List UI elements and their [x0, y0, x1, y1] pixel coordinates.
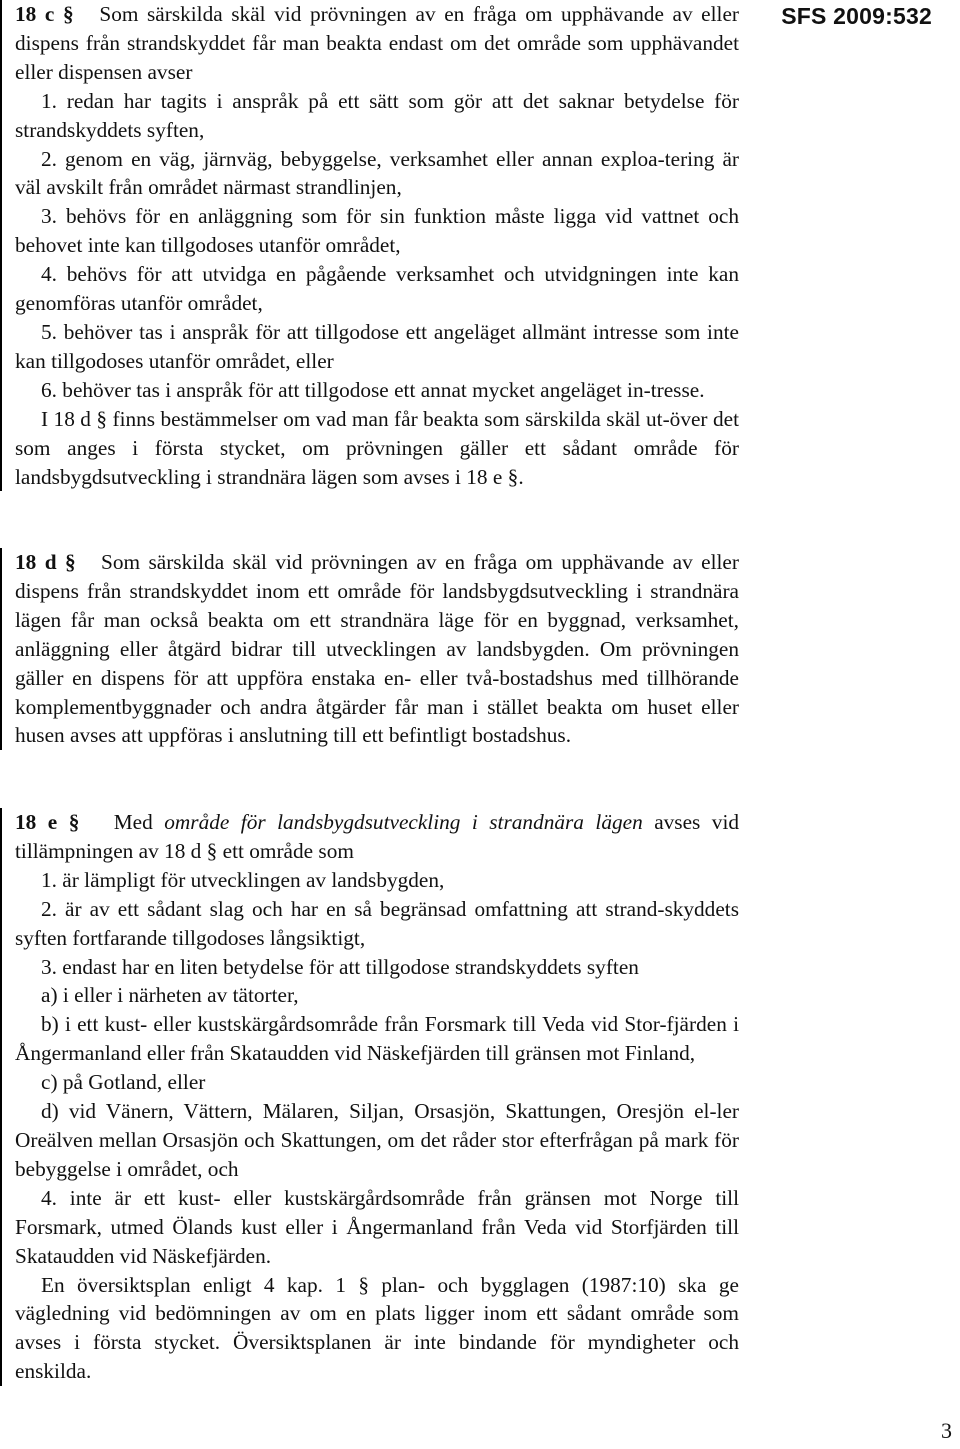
section-18d-text — [2, 548, 739, 750]
sub-list-item: c) på Gotland, eller — [41, 1070, 206, 1095]
section-sign: § — [62, 2, 74, 26]
list-item: 3. behövs för en anläggning som för sin funktion måste ligga vid vattnet och behovet inte kan tillgodoses utanför området, — [15, 204, 739, 258]
sub-list-item: a) i eller i närheten av tätorter, — [41, 983, 299, 1008]
list-item: 2. genom en väg, järnväg, bebyggelse, verksamhet eller annan exploa-tering är väl avskilt från området närmast strandlinjen, — [15, 146, 739, 200]
section-18d — [0, 548, 747, 750]
section-sign: § — [65, 550, 76, 574]
page-number: 3 — [941, 1418, 952, 1443]
paragraph-text: Med — [113, 810, 153, 834]
section-number: 18 d — [15, 550, 57, 574]
paragraph-text: avses vid tillämpningen av 18 d § ett område som — [15, 810, 740, 863]
list-item: 1. är lämpligt för utvecklingen av landsbygden, — [41, 867, 445, 892]
section-sign: § — [68, 810, 80, 834]
list-item: 1. redan har tagits i anspråk på ett sätt som gör att det saknar betydelse för strandskyddets syften, — [15, 88, 739, 142]
section-18e-intro — [2, 808, 739, 866]
paragraph-text: Som särskilda skäl vid prövningen av en fråga om upphävande av eller dispens från strandskyddet inom ett område för landsbygdsutveckling i strandnära lägen får man också beakta om ett strandnära läge för en byggnad, verksamhet, anläggning eller åtgärd bidrar till utvecklingen av landsbygden. Om prövningen gäller en dispens för att uppföra enstaka en- eller två-bostadshus med tillhörande komplementbyggnader och andra åtgärder får man i stället beakta om huset eller husen avses att uppföras i anslutning till ett befintligt bostadshus. — [15, 550, 739, 748]
document-reference: SFS 2009:532 — [781, 3, 932, 29]
list-item: 3. endast har en liten betydelse för att tillgodose strandskyddets syften — [41, 954, 639, 979]
section-number: 18 c — [15, 2, 55, 26]
list-item: 4. inte är ett kust- eller kustskärgårdsområde från gränsen mot Norge till Forsmark, utmed Ölands kust eller i Ångermanland från Veda vid Storfjärden till Skataudden vid Näskefjärden. — [15, 1185, 739, 1268]
section-18c-intro — [2, 0, 739, 87]
list-item: 6. behöver tas i anspråk för att tillgodose ett annat mycket angeläget in-tresse. — [41, 377, 705, 402]
section-number: 18 e — [15, 810, 58, 834]
list-item: 4. behövs för att utvidga en pågående verksamhet och utvidgningen inte kan genomföras utanför området, — [15, 262, 739, 316]
paragraph: I 18 d § finns bestämmelser om vad man får beakta som särskilda skäl ut-över det som anges i första stycket, om prövningen gäller ett sådant område för landsbygdsutveckling i strandnära lägen som avses i 18 e §. — [15, 406, 739, 489]
section-18e — [0, 808, 747, 1386]
list-item: 5. behöver tas i anspråk för att tillgodose ett angeläget allmänt intresse som inte kan tillgodoses utanför området, eller — [15, 319, 739, 373]
paragraph: En översiktsplan enligt 4 kap. 1 § plan- och bygglagen (1987:10) ska ge vägledning vid bedömningen av om en plats ligger inom ett sådant område som avses i första stycket. Översiktsplanen är inte bindande för myndigheter och enskilda. — [15, 1272, 739, 1384]
defined-term: område för landsbygdsutveckling i strandnära lägen — [164, 810, 643, 834]
sub-list-item: b) i ett kust- eller kustskärgårdsområde från Forsmark till Veda vid Stor-fjärden i Ångermanland eller från Skataudden vid Näskefjärden till gränsen mot Finland, — [15, 1012, 739, 1066]
section-18c — [0, 0, 747, 491]
sub-list-item: d) vid Vänern, Vättern, Mälaren, Siljan, Orsasjön, Skattungen, Oresjön el-ler Oreälven mellan Orsasjön och Skattungen, om det råder stor efterfrågan på mark för bebyggelse i området, och — [15, 1099, 739, 1181]
list-item: 2. är av ett sådant slag och har en så begränsad omfattning att strand-skyddets syften fortfarande tillgodoses långsiktigt, — [15, 896, 739, 950]
paragraph-text: Som särskilda skäl vid prövningen av en fråga om upphävande av eller dispens från strandskyddet får man beakta endast om det område som upphävandet eller dispensen avser — [15, 2, 739, 84]
